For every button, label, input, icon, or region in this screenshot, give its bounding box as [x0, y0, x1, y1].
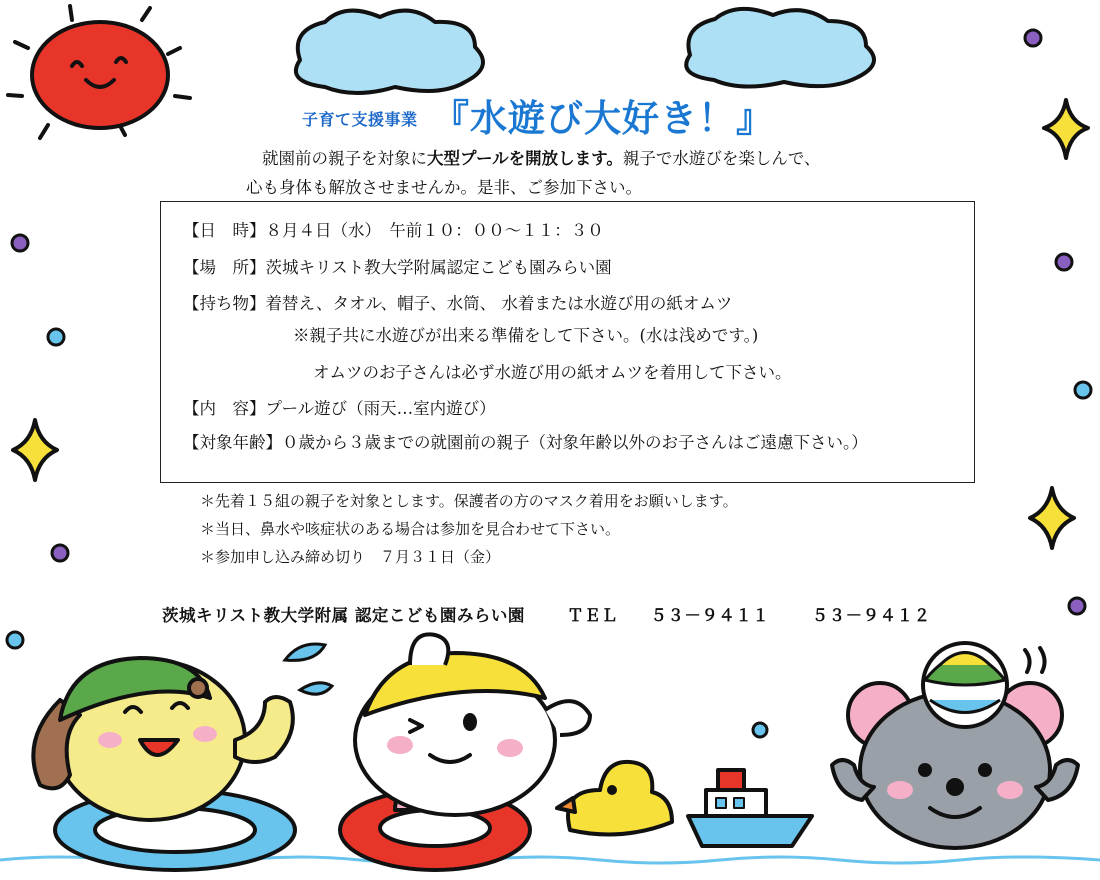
date-label: 【日 時】 — [183, 221, 266, 240]
tel-number-1: ５３－９４１１ — [650, 606, 770, 625]
dot-icon — [1056, 254, 1072, 270]
content-row — [183, 395, 496, 419]
place-row — [183, 254, 612, 278]
dot-icon — [753, 723, 767, 737]
sun-icon — [8, 6, 190, 138]
event-details-box — [160, 201, 975, 483]
dot-icon — [1069, 598, 1085, 614]
dot-icon — [52, 545, 68, 561]
contact-footer — [162, 602, 931, 626]
cloud-icon — [686, 9, 874, 87]
sparkle-icon — [1044, 100, 1088, 158]
content-label: 【内 容】 — [183, 399, 266, 418]
sparkle-icon — [1030, 488, 1074, 548]
dot-icon — [12, 235, 28, 251]
tel-number-2: ５３－９４１２ — [811, 606, 931, 625]
page-title: 『水遊び大好き！』 — [432, 97, 774, 140]
age-value: ０歳から３歳までの就園前の親子（対象年齢以外のお子さんはご遠慮下さい。） — [282, 433, 868, 452]
dot-icon — [7, 632, 23, 648]
items-label: 【持ち物】 — [183, 294, 266, 313]
dot-icon — [1025, 30, 1041, 46]
note-deadline: ＊参加申し込み締め切り ７月３１日（金） — [200, 548, 501, 566]
dot-icon — [1075, 382, 1091, 398]
boat-illustration — [688, 770, 812, 846]
bear-in-float-illustration — [340, 634, 590, 870]
note-symptoms: ＊当日、鼻水や咳症状のある場合は参加を見合わせて下さい。 — [200, 520, 621, 538]
intro-text: 親子で水遊びを楽しんで、 — [622, 149, 821, 168]
duck-illustration — [557, 762, 672, 835]
intro-emphasis: 大型プールを開放します。 — [427, 149, 623, 168]
items-note-2: オムツのお子さんは必ず水遊び用の紙オムツを着用して下さい。 — [313, 363, 792, 382]
sparkle-icon — [13, 420, 57, 480]
age-label: 【対象年齢】 — [183, 433, 282, 452]
intro-line-1 — [262, 145, 821, 169]
cloud-icon — [296, 11, 483, 93]
date-value: ８月４日（水） 午前１０：００～１１：３０ — [265, 221, 604, 240]
note-capacity: ＊先着１５組の親子を対象とします。保護者の方のマスク着用をお願いします。 — [200, 492, 738, 510]
program-label: 子育て支援事業 — [302, 110, 418, 129]
organization-name: 茨城キリスト教大学附属 認定こども園みらい園 — [162, 606, 525, 625]
intro-text: 就園前の親子を対象に — [262, 149, 427, 168]
dot-icon — [48, 329, 64, 345]
tel-label: ＴＥＬ — [567, 606, 619, 625]
dog-in-float-illustration — [33, 658, 295, 870]
date-row — [183, 217, 604, 241]
age-row — [183, 429, 868, 453]
place-label: 【場 所】 — [183, 258, 266, 277]
place-value: 茨城キリスト教大学附属認定こども園みらい園 — [265, 258, 612, 277]
items-value: 着替え、タオル、帽子、水筒、 水着または水遊び用の紙オムツ — [265, 294, 733, 313]
mouse-with-ball-illustration — [832, 643, 1078, 848]
splash-icon — [285, 644, 332, 694]
content-value: プール遊び（雨天…室内遊び） — [265, 399, 496, 418]
items-row — [183, 290, 732, 314]
intro-line-2: 心も身体も解放させませんか。是非、ご参加下さい。 — [246, 178, 642, 197]
items-note-1: ※親子共に水遊びが出来る準備をして下さい。(水は浅めです。) — [293, 326, 759, 345]
